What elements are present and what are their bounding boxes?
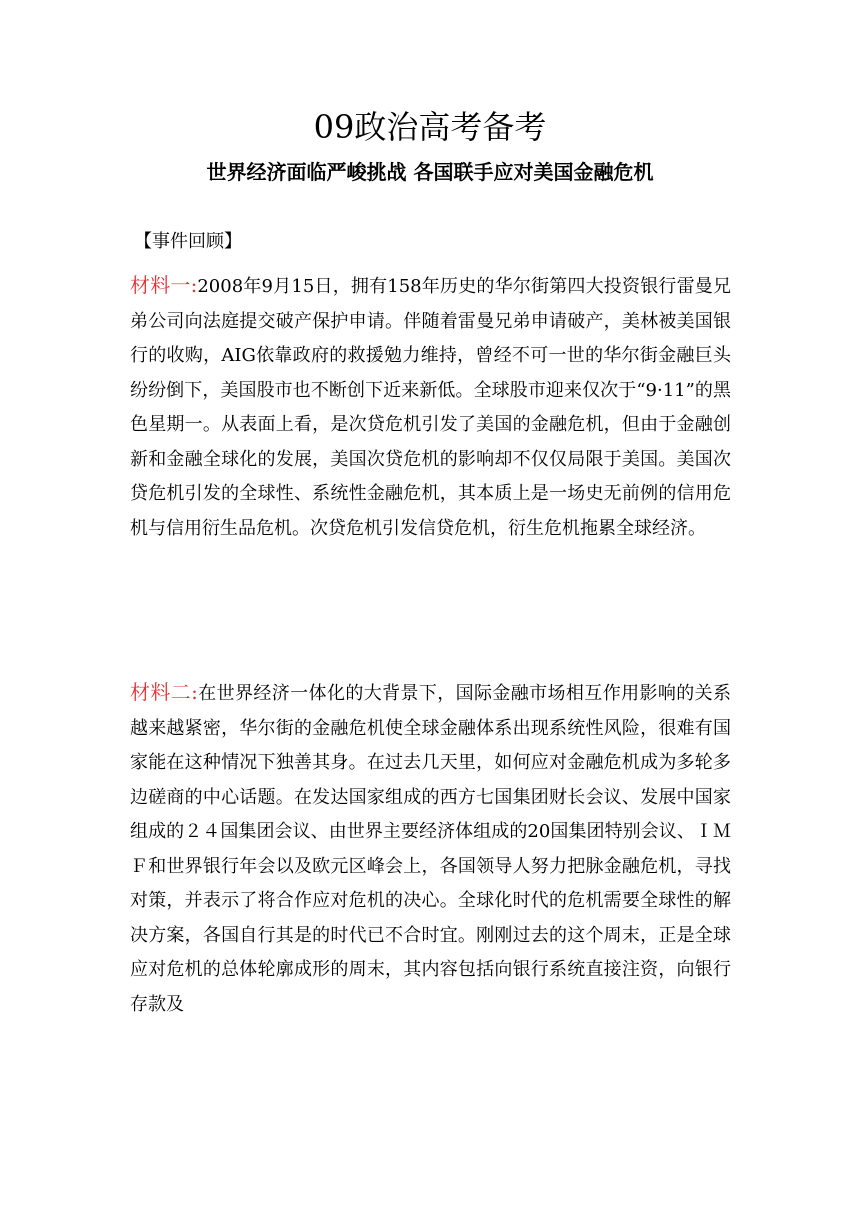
material-label-2: 材料二:: [130, 680, 198, 704]
material-paragraph-1: [130, 268, 731, 546]
material-label-1: 材料一:: [130, 273, 198, 297]
document-subtitle: 世界经济面临严峻挑战 各国联手应对美国金融危机: [206, 160, 654, 184]
material-text-2: 在世界经济一体化的大背景下，国际金融市场相互作用影响的关系越来越紧密，华尔街的金融危机使全球金融体系出现系统性风险，很难有国家能在这种情况下独善其身。在过去几天里，如何应对金融危机成为多轮多边磋商的中心话题。在发达国家组成的西方七国集团财长会议、发展中国家组成的２４国集团会议、由世界主要经济体组成的20国集团特别会议、ＩＭＦ和世界银行年会以及欧元区峰会上，各国领导人努力把脉金融危机，寻找对策，并表示了将合作应对危机的决心。全球化时代的危机需要全球性的解决方案，各国自行其是的时代已不合时宜。刚刚过去的这个周末，正是全球应对危机的总体轮廓成形的周末，其内容包括向银行系统直接注资，向银行存款及: [130, 683, 731, 1015]
document-title: 09政治高考备考: [313, 108, 547, 146]
material-paragraph-2: [130, 675, 731, 1022]
section-label: 【事件回顾】: [134, 231, 242, 252]
material-text-1: 2008年9月15日，拥有158年历史的华尔街第四大投资银行雷曼兄弟公司向法庭提交破产保护申请。伴随着雷曼兄弟申请破产，美林被美国银行的收购，AIG依靠政府的救援勉力维持，曾经不可一世的华尔街金融巨头纷纷倒下，美国股市也不断创下近来新低。全球股市迎来仅次于“9·11”的黑色星期一。从表面上看，是次贷危机引发了美国的金融危机，但由于金融创新和金融全球化的发展，美国次贷危机的影响却不仅仅局限于美国。美国次贷危机引发的全球性、系统性金融危机，其本质上是一场史无前例的信用危机与信用衍生品危机。次贷危机引发信贷危机，衍生危机拖累全球经济。: [130, 276, 731, 539]
